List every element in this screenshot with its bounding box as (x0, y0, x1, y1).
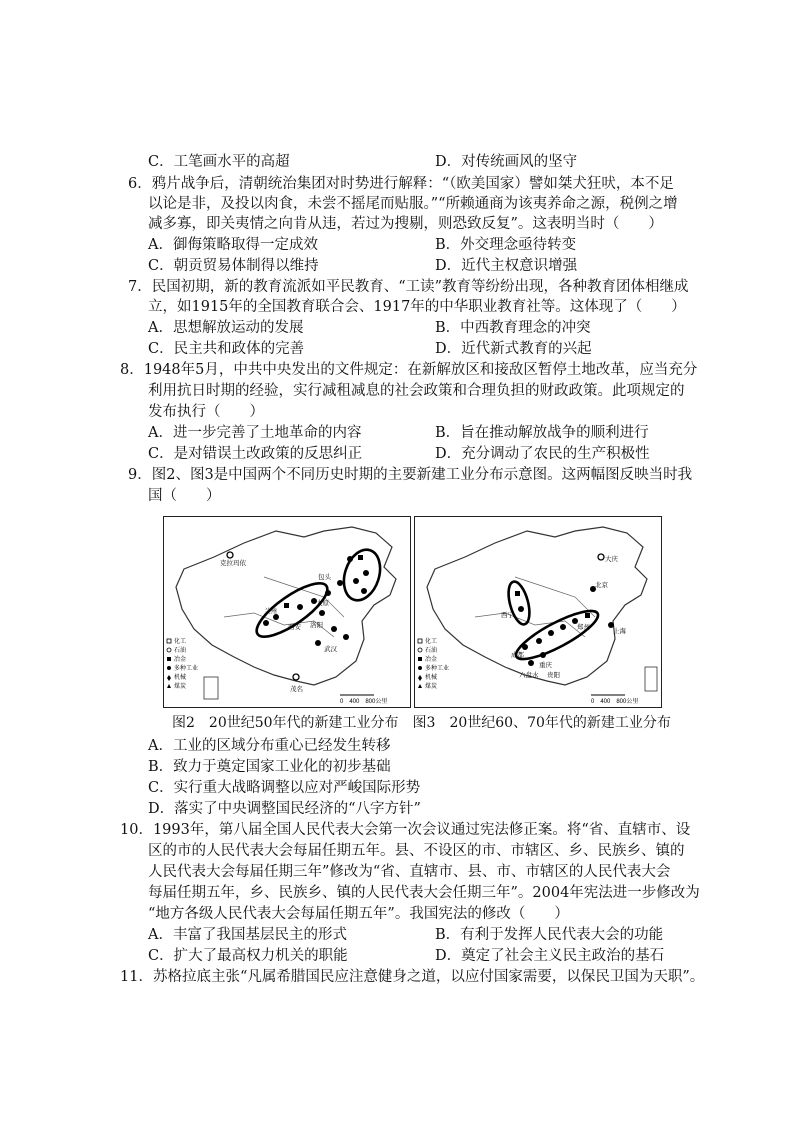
fig3-legend-1: 化工 (425, 639, 438, 645)
q8-option-c: C．是对错误土改政策的反思纠正 (148, 446, 363, 462)
q9-stem-line-2: 国（ ） (148, 488, 221, 504)
q9-option-d: D．落实了中央调整国民经济的“八字方针” (148, 801, 421, 817)
fig3-legend-5: 机械 (425, 675, 438, 681)
q10-stem-line-2: 区的市的人民代表大会每届任期五年。县、不设区的市、市辖区、乡、民族乡、镇的 (148, 843, 685, 859)
q7-stem-line-1: 7．民国初期，新的教育流派如平民教育、“工读”教育等纷纷出现，各种教育团体相继成 (128, 279, 689, 295)
q9-stem-line-1: 9．图2、图3是中国两个不同历史时期的主要新建工业分布示意图。这两幅图反映当时我 (128, 467, 693, 483)
q6-stem-line-1: 6．鸦片战争后，清朝统治集团对时势进行解释：“（欧美国家）譬如桀犬狂吠，本不足 (128, 176, 674, 192)
q6-stem-line-3: 减多寡，即关夷情之向肯从违，若过为搜剔，则恐致反复”。这表明当时（ ） (148, 216, 663, 232)
fig3-city-7: 贵阳 (547, 672, 560, 679)
q9-figures (163, 516, 662, 708)
q10-stem-line-3: 人民代表大会每届任期三年”修改为“省、直辖市、县、市、市辖区的人民代表大会 (148, 864, 671, 880)
q7-stem-line-2: 立，如1915年的全国教育联合会、1917年的中华职业教育社等。这体现了（ ） (148, 299, 686, 315)
q8-stem-line-2: 利用抗日时期的经验，实行减租减息的社会政策和合理负担的财政政策。此项规定的 (148, 383, 685, 399)
q10-option-d: D．奠定了社会主义民主政治的基石 (435, 948, 665, 964)
fig2-legend-4: 多种工业 (174, 666, 199, 672)
q6-stem-line-2: 以论是非，及投以肉食，未尝不摇尾而贴服。”“所赖通商为该夷养命之源，税例之增 (148, 196, 678, 212)
fig2-city-3: 太原 (316, 600, 329, 607)
fig3-legend-3: 冶金 (425, 657, 438, 663)
fig3-city-3: 上海 (613, 628, 626, 635)
q8-stem-line-3: 发布执行（ ） (148, 404, 264, 420)
q7-option-b: B．中西教育理念的冲突 (435, 320, 591, 336)
q5-option-d: D．对传统画风的坚守 (435, 154, 578, 170)
q5-option-c: C．工笔画水平的高超 (148, 154, 290, 170)
q7-option-d: D．近代新式教育的兴起 (435, 341, 592, 357)
fig2-legend-2: 石油 (174, 648, 187, 654)
figure-2-map (163, 516, 411, 708)
q6-option-d: D．近代主权意识增强 (435, 258, 578, 274)
fig2-city-2: 包头 (318, 574, 331, 581)
fig3-city-6: 重庆 (539, 662, 552, 669)
q7-option-a: A．思想解放运动的发展 (148, 320, 304, 336)
q9-option-c: C．实行重大战略调整以应对严峻国际形势 (148, 780, 421, 796)
q10-stem-line-5: “地方各级人民代表大会每届任期五年”。我国宪法的修改（ ） (148, 906, 569, 922)
q8-option-d: D．充分调动了农民的生产积极性 (435, 446, 650, 462)
q10-option-a: A．丰富了我国基层民主的形式 (148, 927, 347, 943)
fig2-scale: 0 400 800公里 (340, 699, 388, 705)
q8-stem-line-1: 8．1948年5月，中共中央发出的文件规定：在新解放区和接敌区暂停土地改革，应当充分 (120, 362, 698, 378)
q8-option-b: B．旨在推动解放战争的顺利进行 (435, 425, 649, 441)
q6-option-b: B．外交理念亟待转变 (435, 237, 577, 253)
q6-option-a: A．御侮策略取得一定成效 (148, 237, 318, 253)
q10-option-b: B．有利于发挥人民代表大会的功能 (435, 927, 664, 943)
q10-stem-line-4: 每届任期五年，乡、民族乡、镇的人民代表大会任期三年”。2004年宪法进一步修改为 (148, 885, 700, 901)
fig2-city-6: 兰州 (264, 608, 277, 615)
fig2-legend-1: 化工 (174, 639, 187, 645)
fig2-legend-3: 冶金 (174, 657, 187, 663)
fig3-city-9: 郑州 (577, 624, 590, 631)
q6-option-c: C．朝贡贸易体制得以维持 (148, 258, 319, 274)
figure-3-map (414, 516, 662, 708)
fig3-city-2: 北京 (595, 582, 608, 589)
q9-figure-caption: 图2 20世纪50年代的新建工业分布 图3 20世纪60、70年代的新建工业分布 (172, 715, 671, 731)
fig3-legend-2: 石油 (425, 648, 438, 654)
fig3-city-8: 六盘水 (519, 672, 539, 679)
fig2-city-7: 武汉 (324, 646, 337, 653)
q9-option-a: A．工业的区域分布重心已经发生转移 (148, 738, 391, 754)
fig2-city-1: 克拉玛依 (220, 560, 246, 567)
fig2-city-4: 洛阳 (310, 622, 323, 629)
q10-stem-line-1: 10．1993年，第八届全国人民代表大会第一次会议通过宪法修正案。将“省、直辖市、设 (120, 822, 691, 838)
q9-option-b: B．致力于奠定国家工业化的初步基础 (148, 759, 391, 775)
q10-option-c: C．扩大了最高权力机关的职能 (148, 948, 348, 964)
q8-option-a: A．进一步完善了土地革命的内容 (148, 425, 362, 441)
fig2-city-8: 茂名 (290, 686, 303, 693)
fig3-city-1: 大庆 (605, 556, 618, 563)
fig3-legend-6: 煤炭 (425, 684, 438, 690)
q11-stem-line-1: 11．苏格拉底主张“凡属希腊国民应注意健身之道，以应付国家需要，以保民卫国为天职”。 (120, 969, 705, 985)
fig3-city-5: 成都 (511, 652, 524, 659)
fig2-legend-5: 机械 (174, 675, 187, 681)
fig2-legend-6: 煤炭 (174, 684, 187, 690)
fig3-scale: 0 400 800公里 (591, 699, 639, 705)
fig2-city-5: 西安 (288, 624, 301, 631)
q7-option-c: C．民主共和政体的完善 (148, 341, 305, 357)
fig3-legend-4: 多种工业 (425, 666, 450, 672)
fig3-city-4: 西宁 (501, 612, 514, 619)
